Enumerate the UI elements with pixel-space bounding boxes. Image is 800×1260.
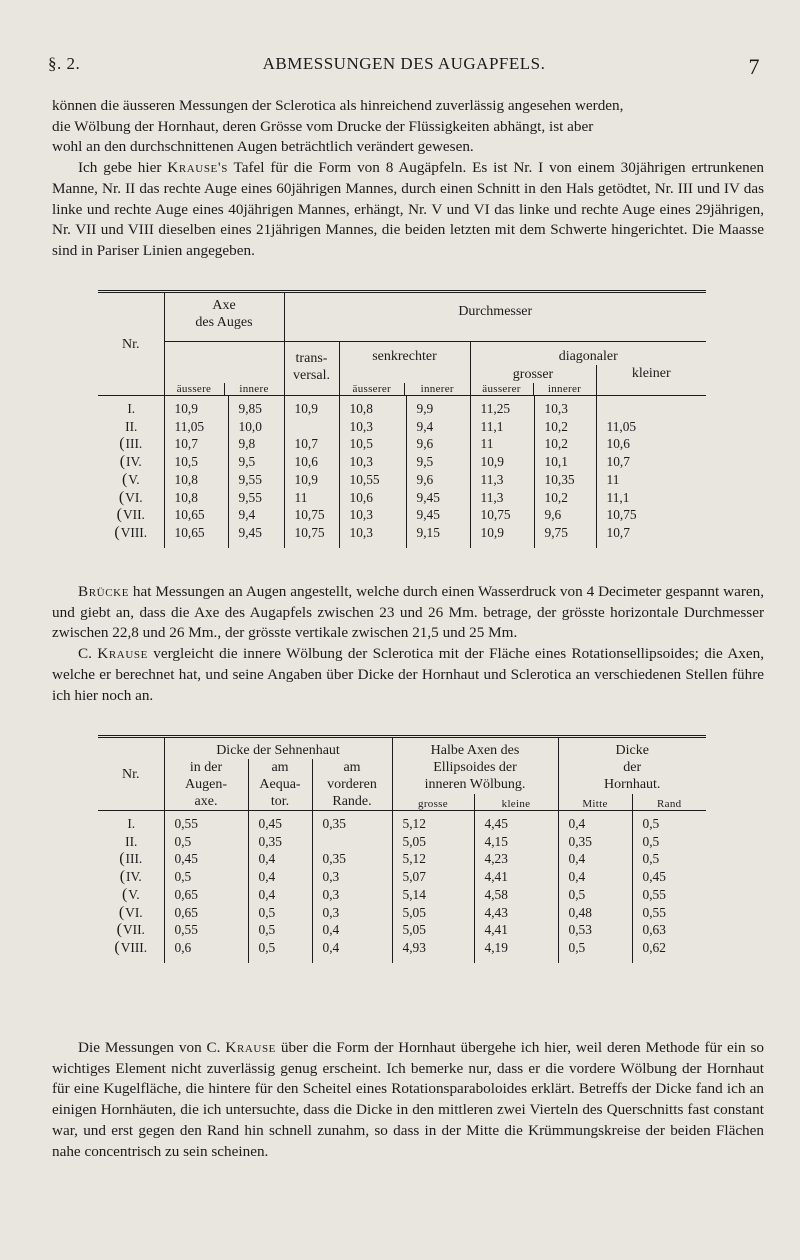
table2-cell: 0,5	[558, 886, 632, 904]
row-label: IV.	[126, 869, 142, 885]
table1-cell: 10,5	[339, 435, 406, 453]
table2-cell: 0,35	[248, 833, 312, 851]
row-bracket: (	[119, 435, 125, 453]
table1-cell: 10,6	[339, 489, 406, 507]
row-label: V.	[128, 886, 140, 902]
table2-cell: 4,43	[474, 904, 558, 922]
running-title: ABMESSUNGEN DES AUGAPFELS.	[262, 54, 546, 73]
col-header-nr: Nr.	[98, 292, 164, 396]
row-label: I.	[127, 816, 136, 831]
table1-cell: 9,4	[406, 418, 470, 436]
table1-cell: 10,2	[534, 435, 596, 453]
intro-line-1: können die äusseren Messungen der Sclerotica als hinreichend zuverlässig angesehen werden,	[52, 97, 624, 114]
t2-col-header-hornhaut: Dicke der Hornhaut.	[558, 737, 706, 795]
table1-cell: 10,75	[284, 506, 339, 524]
table2-cell: 0,55	[632, 904, 706, 922]
row-label: IV.	[126, 454, 142, 470]
row-bracket: (	[114, 523, 120, 541]
row-bracket: (	[119, 868, 126, 886]
table-row	[98, 886, 706, 904]
table1-cell: 9,45	[406, 489, 470, 507]
row-label-cell	[98, 904, 164, 922]
row-bracket: (	[118, 903, 125, 921]
table1-cell: 9,4	[228, 506, 284, 524]
table1-cell: 9,5	[228, 453, 284, 471]
table-row	[98, 811, 706, 833]
table1-cell: 10,3	[339, 506, 406, 524]
section-number: §. 2.	[48, 54, 81, 73]
table2-cell: 0,48	[558, 904, 632, 922]
table2-cell: 0,4	[558, 868, 632, 886]
table1-cell: 10,6	[596, 435, 706, 453]
table1-cell: 10,3	[339, 453, 406, 471]
table-row	[98, 418, 706, 436]
table1-cell: 10,9	[470, 524, 534, 548]
table1-cell: 9,55	[228, 471, 284, 489]
col-header-grosser: grosser	[512, 367, 554, 382]
row-bracket: (	[119, 453, 126, 471]
table1-cell: 10,7	[596, 524, 706, 548]
row-bracket: (	[121, 885, 128, 903]
row-label-cell	[98, 453, 164, 471]
table2-cell: 5,14	[392, 886, 474, 904]
col-header-transversal: trans- versal.	[284, 342, 339, 396]
running-header	[48, 54, 760, 80]
row-label: I.	[127, 401, 136, 416]
t2-col-header-nr: Nr.	[98, 737, 164, 811]
table1-cell: 10,8	[339, 396, 406, 418]
intro-line-2: die Wölbung der Hornhaut, deren Grösse vom Drucke der Flüssigkeiten abhängt, ist aber	[52, 117, 594, 135]
row-label: VIII.	[120, 524, 148, 540]
t2-col-header-aequator: am Aequa- tor.	[248, 759, 312, 811]
table1-cell: 10,3	[339, 418, 406, 436]
row-label: VI.	[125, 904, 143, 920]
table2-cell: 0,4	[248, 850, 312, 868]
krause-ellipsoid-text: vergleicht die innere Wölbung der Sclerotica mit der Fläche eines Rotationsellipsoides; die Axen, welche er berechnet hat, und seine Angaben über Dicke der Hornhaut und Sclerotica an verschiedenen Stellen führe ich hier noch an.	[52, 645, 765, 704]
paragraph-krause-table	[52, 158, 764, 262]
table2-cell: 0,4	[312, 921, 392, 939]
table1-cell: 11,05	[164, 418, 228, 436]
row-bracket: (	[114, 938, 120, 956]
row-label-cell	[98, 868, 164, 886]
paragraph-bruecke	[52, 582, 764, 706]
table1-cell: 9,75	[534, 524, 596, 548]
row-bracket: (	[119, 850, 125, 868]
table1-cell: 11,3	[470, 471, 534, 489]
table2-cell: 4,58	[474, 886, 558, 904]
table1-cell: 10,7	[596, 453, 706, 471]
table1-cell: 10,2	[534, 418, 596, 436]
table2-cell: 0,5	[632, 811, 706, 833]
table1-cell: 10,8	[164, 489, 228, 507]
row-label-cell	[98, 396, 164, 418]
table2-cell: 0,55	[632, 886, 706, 904]
para2-lead: Ich gebe hier	[78, 159, 162, 177]
table1-cell: 11,25	[470, 396, 534, 418]
table1-cell: 11,3	[470, 489, 534, 507]
table1-cell: 10,9	[284, 471, 339, 489]
table2-cell: 0,55	[164, 921, 248, 939]
para5-lead: Die Messungen von C.	[78, 1039, 221, 1056]
table1-cell: 11	[284, 489, 339, 507]
table-row	[98, 435, 706, 453]
row-label: III.	[125, 436, 143, 452]
col-header-diag-innerer: innerer	[533, 383, 596, 395]
table1-cell: 10,1	[534, 453, 596, 471]
t2-col-header-rande: am vorderen Rande.	[312, 759, 392, 811]
table1-cell: 10,55	[339, 471, 406, 489]
row-label-cell	[98, 886, 164, 904]
table2-cell: 0,62	[632, 939, 706, 963]
table2-cell: 0,5	[248, 921, 312, 939]
table1-cell: 10,0	[228, 418, 284, 436]
table-row	[98, 524, 706, 548]
table1-cell: 11,1	[470, 418, 534, 436]
table2-cell: 0,63	[632, 921, 706, 939]
row-label: VIII.	[120, 939, 148, 955]
table-row	[98, 396, 706, 418]
row-label-cell	[98, 850, 164, 868]
table2-cell: 0,5	[632, 833, 706, 851]
table2-cell: 5,05	[392, 921, 474, 939]
table1-cell: 11	[596, 471, 706, 489]
para4-lead: C.	[78, 645, 92, 663]
author-name-krause: Krause's	[167, 159, 228, 177]
table2-cell: 0,5	[558, 939, 632, 963]
table1-cell: 10,9	[164, 396, 228, 418]
table2-cell: 0,4	[312, 939, 392, 963]
col-header-senk-aeusserer: äusserer	[352, 383, 391, 395]
row-label: V.	[128, 471, 140, 487]
table1-cell: 10,35	[534, 471, 596, 489]
row-label-cell	[98, 489, 164, 507]
col-header-durchmesser: Durchmesser	[284, 292, 706, 342]
table2-cell: 0,5	[632, 850, 706, 868]
hornhaut-text: über die Form der Hornhaut übergehe ich hier, weil deren Methode für ein so wichtiges Element nicht zuverlässig genug erscheint. Ich bemerke nur, dass er die vordere Wölbung der Hornhaut für eine Kugelfläche, die hintere für den Scheitel eines Rotationsparaboloides erklärt. Betreffs der Dicke fand ich an einigen Hornhäuten, die ich untersuchte, dass die Dicke in den mittleren zwei Vierteln des Querschnitts fast constant war, und erst gegen den Rand hin schnell zunahm, so dass in der Mitte die Krümmungskreise der beiden Flächen nahe concentrisch zu sein scheinen.	[52, 1039, 764, 1160]
row-label: VII.	[122, 507, 145, 523]
t2-col-header-dicke: Dicke der Sehnenhaut	[164, 737, 392, 760]
t2-col-header-kleine: kleine	[474, 794, 558, 811]
table-eyeball-dimensions	[98, 290, 706, 548]
table2-cell: 0,5	[164, 868, 248, 886]
row-bracket: (	[118, 488, 125, 506]
bruecke-text: hat Messungen an Augen angestellt, welche durch einen Wasserdruck von 4 Decimeter gespannt waren, und giebt an, dass die Axe des Augapfels zwischen 23 und 26 Mm. betrage, der grösste horizontale Durchmesser zwischen 22,8 und 26 Mm., der grösste vertikale zwischen 21,5 und 25 Mm.	[52, 583, 765, 642]
table2-cell: 0,4	[248, 886, 312, 904]
col-header-senk-innerer: innerer	[404, 383, 470, 395]
table1-cell: 10,3	[339, 524, 406, 548]
table-row	[98, 453, 706, 471]
table2-cell: 0,53	[558, 921, 632, 939]
table1-cell: 10,3	[534, 396, 596, 418]
row-bracket: (	[116, 921, 122, 939]
table2-cell: 0,5	[248, 939, 312, 963]
table2-cell: 5,05	[392, 904, 474, 922]
col-header-kleiner: kleiner	[596, 365, 706, 396]
table1-cell: 10,7	[164, 435, 228, 453]
table-sclerotica-thickness	[98, 735, 706, 963]
table1-cell: 10,75	[284, 524, 339, 548]
row-bracket: (	[121, 470, 128, 488]
table1-cell	[284, 418, 339, 436]
col-header-senkrechter: senkrechter	[339, 342, 470, 366]
row-label: VII.	[122, 922, 145, 938]
table2-cell: 4,41	[474, 868, 558, 886]
row-label-cell	[98, 418, 164, 436]
table2-cell: 4,15	[474, 833, 558, 851]
row-label-cell	[98, 471, 164, 489]
row-label-cell	[98, 833, 164, 851]
table1-cell: 9,15	[406, 524, 470, 548]
t2-col-header-grosse: grosse	[392, 794, 474, 811]
row-bracket: (	[116, 506, 122, 524]
table1-cell: 10,8	[164, 471, 228, 489]
table2-cell: 0,35	[312, 811, 392, 833]
col-header-diag-aeusserer: äusserer	[482, 383, 521, 395]
table-row	[98, 833, 706, 851]
table1-cell: 9,8	[228, 435, 284, 453]
table-row	[98, 904, 706, 922]
table2-cell: 4,45	[474, 811, 558, 833]
author-name-bruecke: Brücke	[78, 583, 130, 600]
col-header-axe: Axe des Auges	[164, 292, 284, 342]
table2-cell: 0,4	[558, 811, 632, 833]
table2-cell: 4,41	[474, 921, 558, 939]
table1-cell: 9,45	[406, 506, 470, 524]
table2-cell: 0,55	[164, 811, 248, 833]
table2-cell: 0,5	[164, 833, 248, 851]
intro-line-3: wohl an den durchschnittenen Augen beträchtlich verändert gewesen.	[52, 138, 474, 156]
table-row	[98, 489, 706, 507]
table2-cell: 5,12	[392, 850, 474, 868]
table1-cell: 10,65	[164, 524, 228, 548]
table-row	[98, 471, 706, 489]
table1-cell: 11,1	[596, 489, 706, 507]
table2-cell: 0,65	[164, 904, 248, 922]
col-header-diagonaler: diagonaler	[470, 342, 706, 366]
t2-col-header-halbe-axen: Halbe Axen des Ellipsoides der inneren Wölbung.	[392, 737, 558, 795]
para2-text: Tafel für die Form von 8 Augäpfeln. Es ist Nr. I von einem 30jährigen ertrunkenen Manne, Nr. II das rechte Auge eines 60jährigen Mannes, durch einen Schnitt in den Hals getödtet, Nr. III und IV das linke und rechte Auge eines 40jährigen Mannes, erhängt, Nr. V und VI das linke und rechte Auge eines 29jährigen, Nr. VII und VIII dieselben eines 21jährigen Mannes, die beiden letzten mit dem Schwerte hingerichtet. Die Maasse sind in Pariser Linien angegeben.	[52, 159, 765, 259]
col-header-innere: innere	[224, 383, 284, 395]
table2-cell: 0,35	[558, 833, 632, 851]
row-label-cell	[98, 939, 164, 963]
table1-cell: 10,75	[596, 506, 706, 524]
table1-cell: 9,5	[406, 453, 470, 471]
table2-cell: 0,4	[558, 850, 632, 868]
table2-cell: 0,3	[312, 886, 392, 904]
table2-cell: 0,5	[248, 904, 312, 922]
row-label-cell	[98, 435, 164, 453]
table1-cell: 9,45	[228, 524, 284, 548]
table2-cell: 4,23	[474, 850, 558, 868]
table-row	[98, 939, 706, 963]
row-label-cell	[98, 811, 164, 833]
table2-cell: 0,45	[632, 868, 706, 886]
table2-cell: 4,19	[474, 939, 558, 963]
table1-cell: 10,65	[164, 506, 228, 524]
table2-cell: 5,05	[392, 833, 474, 851]
page-number: 7	[748, 54, 760, 79]
row-label: II.	[125, 418, 138, 434]
author-name-krause-2: Krause	[97, 645, 148, 663]
table2-cell: 0,65	[164, 886, 248, 904]
table1-cell: 10,6	[284, 453, 339, 471]
table2-cell: 0,35	[312, 850, 392, 868]
col-header-aeussere: äussere	[176, 383, 212, 395]
table1-cell: 9,85	[228, 396, 284, 418]
table2-cell	[312, 833, 392, 851]
t2-col-header-rand: Rand	[632, 794, 706, 811]
table1-cell: 9,6	[534, 506, 596, 524]
table2-cell: 0,6	[164, 939, 248, 963]
table1-cell: 10,9	[284, 396, 339, 418]
table1-cell: 9,55	[228, 489, 284, 507]
table-row	[98, 868, 706, 886]
table1-cell	[596, 396, 706, 418]
table1-cell: 9,6	[406, 471, 470, 489]
table1-cell: 11	[470, 435, 534, 453]
table1-cell: 10,2	[534, 489, 596, 507]
table2-cell: 4,93	[392, 939, 474, 963]
table-row	[98, 921, 706, 939]
table2-cell: 0,45	[164, 850, 248, 868]
table1-cell: 9,9	[406, 396, 470, 418]
row-label: VI.	[125, 489, 143, 505]
table2-cell: 5,07	[392, 868, 474, 886]
table1-cell: 10,5	[164, 453, 228, 471]
paragraph-hornhaut	[52, 1038, 764, 1162]
table2-cell: 0,3	[312, 868, 392, 886]
table1-cell: 10,9	[470, 453, 534, 471]
paragraph-krause-ellipsoid	[52, 644, 764, 706]
row-label: II.	[125, 833, 138, 849]
t2-col-header-mitte: Mitte	[558, 794, 632, 811]
table1-cell: 11,05	[596, 418, 706, 436]
table1-cell: 10,75	[470, 506, 534, 524]
table2-cell: 0,3	[312, 904, 392, 922]
table2-cell: 0,45	[248, 811, 312, 833]
paragraph-intro	[52, 96, 764, 262]
row-label-cell	[98, 524, 164, 548]
table-row	[98, 850, 706, 868]
t2-col-header-augenaxe: in der Augen- axe.	[164, 759, 248, 811]
table-row	[98, 506, 706, 524]
table1-cell: 9,6	[406, 435, 470, 453]
row-label-cell	[98, 921, 164, 939]
row-label: III.	[125, 851, 143, 867]
author-name-krause-3: Krause	[225, 1039, 277, 1056]
row-label-cell	[98, 506, 164, 524]
table2-cell: 0,4	[248, 868, 312, 886]
table2-cell: 5,12	[392, 811, 474, 833]
table1-cell: 10,7	[284, 435, 339, 453]
